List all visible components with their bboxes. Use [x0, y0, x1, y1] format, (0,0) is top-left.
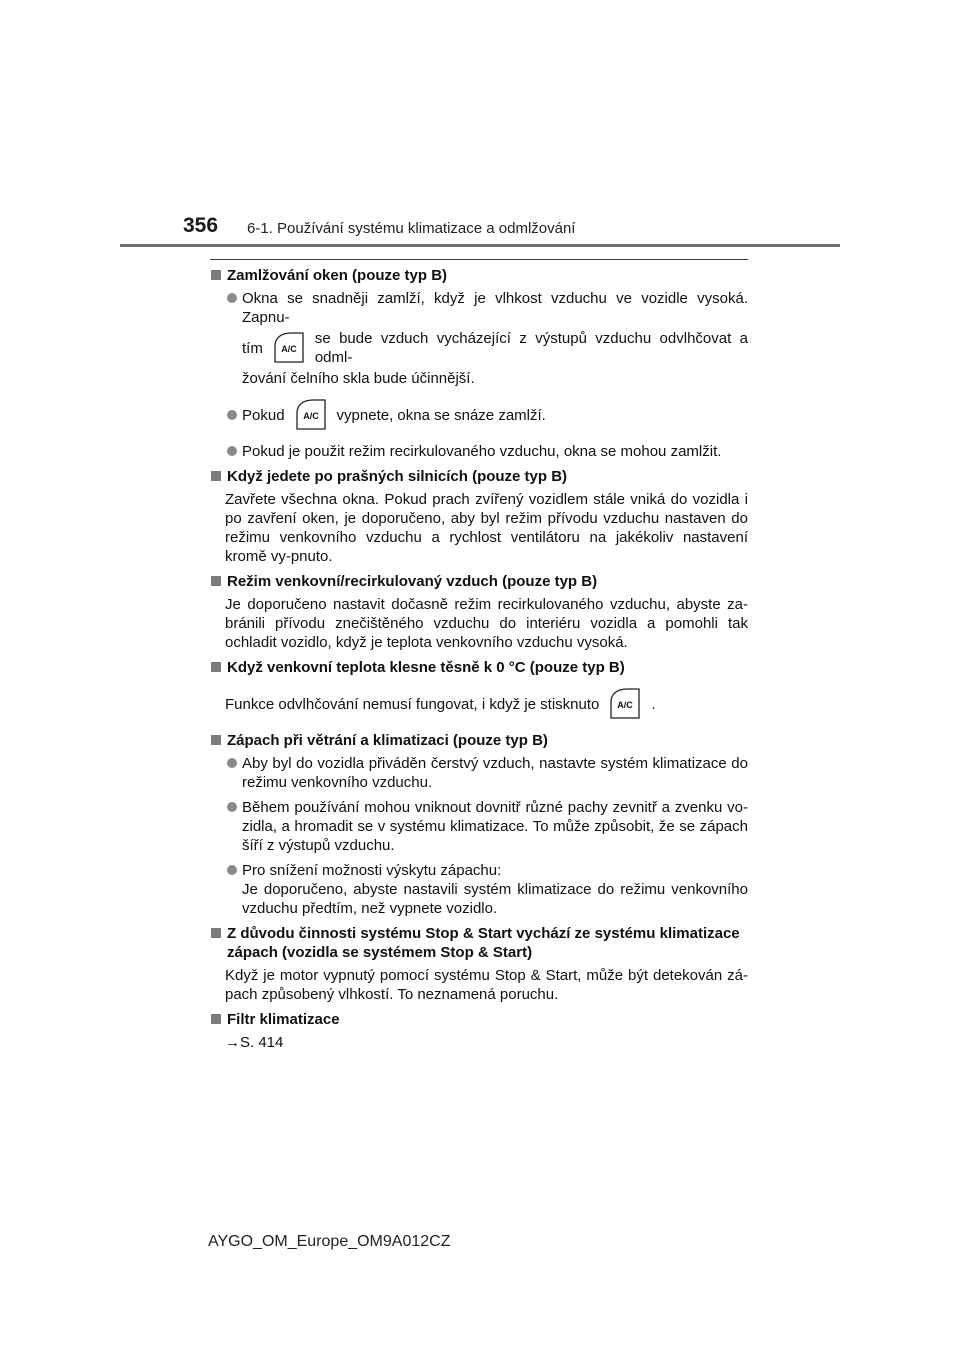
circle-bullet-icon: [227, 410, 237, 420]
bullet-item: Během používání mohou vniknout dovnitř různé pachy zevnitř a zvenku vo-zidla, a hromadit se v systému klimatizace. To může způsobit, že se zápach šíří z výstupů vzduchu.: [210, 798, 748, 855]
section-body: Je doporučeno nastavit dočasně režim recirkulovaného vzduchu, abyste za-bránili přívodu znečištěného vzduchu do interiéru vozidla a pomohli tak ochladit vozidlo, když je teplota venkovního vzduchu vysoká.: [225, 596, 748, 651]
section-heading: Režim venkovní/recirkulovaný vzduch (pouze typ B): [210, 572, 748, 591]
bullet-item: Aby byl do vozidla přiváděn čerstvý vzduch, nastavte systém klimatizace do režimu venkovního vzduchu.: [210, 754, 748, 792]
square-bullet-icon: [211, 662, 221, 672]
document-code: AYGO_OM_Europe_OM9A012CZ: [208, 1233, 451, 1250]
circle-bullet-icon: [227, 446, 237, 456]
section-fogging: [210, 266, 748, 461]
section-heading: Když venkovní teplota klesne těsně k 0 °C (pouze typ B): [210, 658, 748, 677]
section-body: Zavřete všechna okna. Pokud prach zvířený vozidlem stále vniká do vozidla i po zavření oken, je doporučeno, aby byl režim přívodu vzduchu nastaven do režimu venkovního vzduchu a rychlost ventilátoru na jakékoliv nastavení kromě vy-pnuto.: [225, 491, 748, 565]
circle-bullet-icon: [227, 865, 237, 875]
svg-text:A/C: A/C: [617, 700, 634, 710]
section-odor: [210, 731, 748, 918]
circle-bullet-icon: [227, 802, 237, 812]
square-bullet-icon: [211, 270, 221, 280]
bullet-item: Pokud A/C vypnete, okna se snáze zamlží.: [210, 394, 748, 436]
square-bullet-icon: [211, 735, 221, 745]
section-body: Funkce odvlhčování nemusí fungovat, i když je stisknuto A/C .: [225, 683, 748, 725]
page-header: [0, 0, 960, 250]
square-bullet-icon: [211, 576, 221, 586]
svg-text:A/C: A/C: [302, 411, 319, 421]
section-ac-filter: [210, 1010, 748, 1052]
circle-bullet-icon: [227, 758, 237, 768]
bullet-item: Pro snížení možnosti výskytu zápachu: Je doporučeno, abyste nastavili systém klimatizace do režimu venkovního vzduchu předtím, než vypnete vozidlo.: [210, 861, 748, 918]
svg-text:A/C: A/C: [281, 344, 297, 354]
page-number: 356: [183, 214, 219, 237]
section-stop-start-odor: [210, 924, 748, 1004]
square-bullet-icon: [211, 1014, 221, 1024]
ac-button-icon: [605, 684, 645, 724]
square-bullet-icon: [211, 471, 221, 481]
square-bullet-icon: [211, 928, 221, 938]
ac-button-icon: [269, 328, 309, 368]
bullet-item: Pokud je použit režim recirkulovaného vzduchu, okna se mohou zamlžit.: [210, 442, 748, 461]
section-dusty-roads: [210, 467, 748, 566]
content-divider: [210, 259, 748, 260]
chapter-title: 6-1. Používání systému klimatizace a odmlžování: [247, 220, 576, 237]
bullet-item: Okna se snadněji zamlží, když je vlhkost vzduchu ve vozidle vysoká. Zapnu- tím A/C se bude vzduch vycházející z výstupů vzduchu odvlhčovat a odml- žování čelního skla bude účinnější.: [210, 289, 748, 388]
page-content: [210, 266, 748, 1058]
section-body: Když je motor vypnutý pomocí systému Stop & Start, může být detekován zá-pach způsobený vlhkostí. To neznamená poruchu.: [225, 967, 748, 1003]
page-reference-link[interactable]: →S. 414: [225, 1034, 284, 1051]
section-heading: Zápach při větrání a klimatizaci (pouze typ B): [210, 731, 748, 750]
section-low-temperature: [210, 658, 748, 725]
circle-bullet-icon: [227, 293, 237, 303]
section-air-mode: [210, 572, 748, 652]
header-divider: [120, 244, 840, 247]
section-heading: Filtr klimatizace: [210, 1010, 748, 1029]
section-heading: Z důvodu činnosti systému Stop & Start vychází ze systému klimatizace zápach (vozidla se systémem Stop & Start): [210, 924, 748, 962]
ac-button-icon: [291, 395, 331, 435]
section-heading: Když jedete po prašných silnicích (pouze typ B): [210, 467, 748, 486]
section-heading: Zamlžování oken (pouze typ B): [210, 266, 748, 285]
